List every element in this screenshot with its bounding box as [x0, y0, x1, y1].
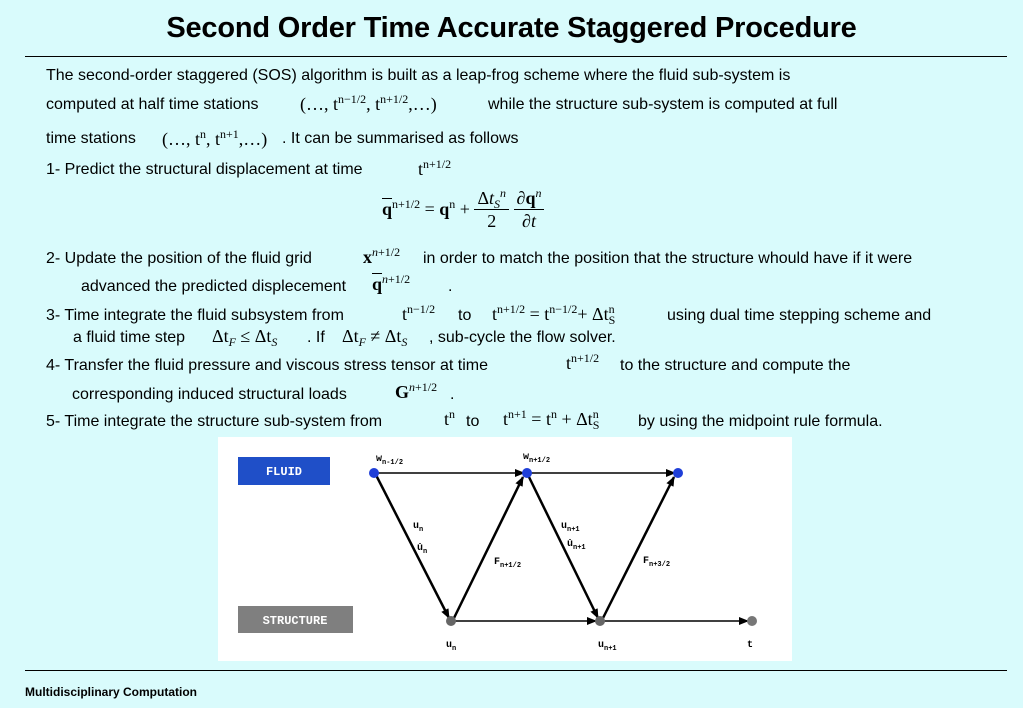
label-w-n-minus-half: $w_{n-1/2}$ [376, 454, 404, 467]
staggered-scheme-diagram [218, 437, 792, 661]
arrow-structure-to-fluid-2 [603, 477, 674, 618]
time-n-plus-half-transfer: $t^{n+1/2}$ [566, 351, 600, 373]
step-2-text-a: 2- Update the position of the fluid grid [46, 250, 312, 267]
step-4-text-a: 4- Transfer the fluid pressure and viscous stress tensor at time [46, 357, 488, 374]
intro-line-3b: . It can be summarised as follows [282, 130, 519, 147]
node-w-n-minus-half [369, 468, 379, 478]
intro-line-2a: computed at half time stations [46, 96, 259, 113]
step-4-text-d: . [450, 386, 455, 403]
arrow-structure-to-fluid-1 [454, 477, 523, 618]
step-5-text-a: 5- Time integrate the structure sub-system from [46, 413, 383, 430]
fluid-timestep-condition: $\Delta t_F \le \Delta t_S$ [212, 326, 278, 349]
node-u-n-plus-1 [595, 616, 605, 626]
label-arrow2-u: $u_{n+1}$ [561, 521, 580, 534]
step-3-text-f: , sub-cycle the flow solver. [429, 329, 616, 346]
label-w-n-plus-half: $w_{n+1/2}$ [523, 452, 551, 465]
node-u-n [446, 616, 456, 626]
step-3-text-a: 3- Time integrate the fluid subsystem from [46, 307, 344, 324]
node-w-n-plus-3-half [673, 468, 683, 478]
page-title: Second Order Time Accurate Staggered Procedure [166, 12, 857, 44]
arrow-fluid-to-structure-2 [528, 475, 598, 618]
label-u-n: $u_n$ [446, 640, 457, 653]
intro-line-3a: time stations [46, 130, 136, 147]
step-1-text: 1- Predict the structural displacement at time [46, 161, 363, 178]
arrow-fluid-to-structure-1 [376, 475, 449, 618]
node-w-n-plus-half [522, 468, 532, 478]
title-divider [25, 56, 1007, 57]
step-2-text-c: advanced the predicted displecement [81, 278, 347, 295]
step-2-text-b: in order to match the position that the structure whould have if it were [423, 250, 913, 267]
label-arrow2-udot: $u̇_{n+1}$ [567, 539, 586, 552]
structure-label: STRUCTURE [262, 614, 328, 628]
time-n: $t^n$ [444, 407, 456, 429]
intro-line-1: The second-order staggered (SOS) algorithm is built as a leap-frog scheme where the fluid sub-system is [46, 67, 791, 84]
full-time-stations-formula: (…, $t^n$, $t^{n+1},\dots$) [162, 127, 268, 149]
footer-text: Multidisciplinary Computation [25, 685, 198, 699]
node-t-end [747, 616, 757, 626]
step-4-text-c: corresponding induced structural loads [72, 386, 347, 403]
label-force-n-plus-half: $F_{n+1/2}$ [494, 557, 522, 570]
fluid-label: FLUID [265, 465, 303, 479]
step-5-text-b: to [466, 413, 480, 430]
time-n-minus-half: $t^{n-1/2}$ [402, 302, 436, 324]
step-3-text-d: a fluid time step [73, 329, 186, 346]
step-2-text-d: . [448, 278, 453, 295]
structure-time-advance-formula: $t^{n+1} = t^n + \Delta t^n_S$ [503, 407, 600, 432]
footer-divider [25, 670, 1007, 671]
step-5-text-c: by using the midpoint rule formula. [638, 413, 883, 430]
step-3-text-c: using dual time stepping scheme and [667, 307, 932, 324]
predictor-equation: $\overline{q}^{n+1/2} = q^n$ + $\frac{\Delta t_S^n}{2}$ $\frac{\partial q^n}{\partial t}$ [382, 187, 544, 232]
structural-loads-symbol: $G^{n+1/2}$ [395, 380, 438, 402]
time-n-plus-half: $t^{n+1/2}$ [418, 157, 452, 179]
label-force-n-plus-3-half: $F_{n+3/2}$ [643, 556, 671, 569]
label-t-axis: t [747, 640, 754, 651]
step-4-text-b: to the structure and compute the [620, 357, 851, 374]
fluid-grid-position-symbol: $x^{n+1/2}$ [363, 245, 401, 267]
predicted-displacement-symbol: $\overline{q}^{n+1/2}$ [372, 272, 411, 294]
subcycle-condition: $\Delta t_F \ne \Delta t_S$ [342, 326, 408, 349]
fluid-time-advance-formula: $t^{n+1/2} = t^{n-1/2}+ \Delta t^n_S$ [492, 302, 616, 327]
label-u-n-plus-1: $u_{n+1}$ [598, 640, 617, 653]
label-arrow1-udot: $u̇_n$ [417, 543, 428, 556]
step-3-text-e: . If [307, 329, 325, 346]
half-time-stations-formula: (…, $t^{n-1/2}$, $t^{n+1/2},\dots$) [300, 92, 437, 114]
intro-line-2b: while the structure sub-system is computed at full [488, 96, 838, 113]
label-arrow1-u: $u_n$ [413, 521, 424, 534]
step-3-text-b: to [458, 307, 472, 324]
